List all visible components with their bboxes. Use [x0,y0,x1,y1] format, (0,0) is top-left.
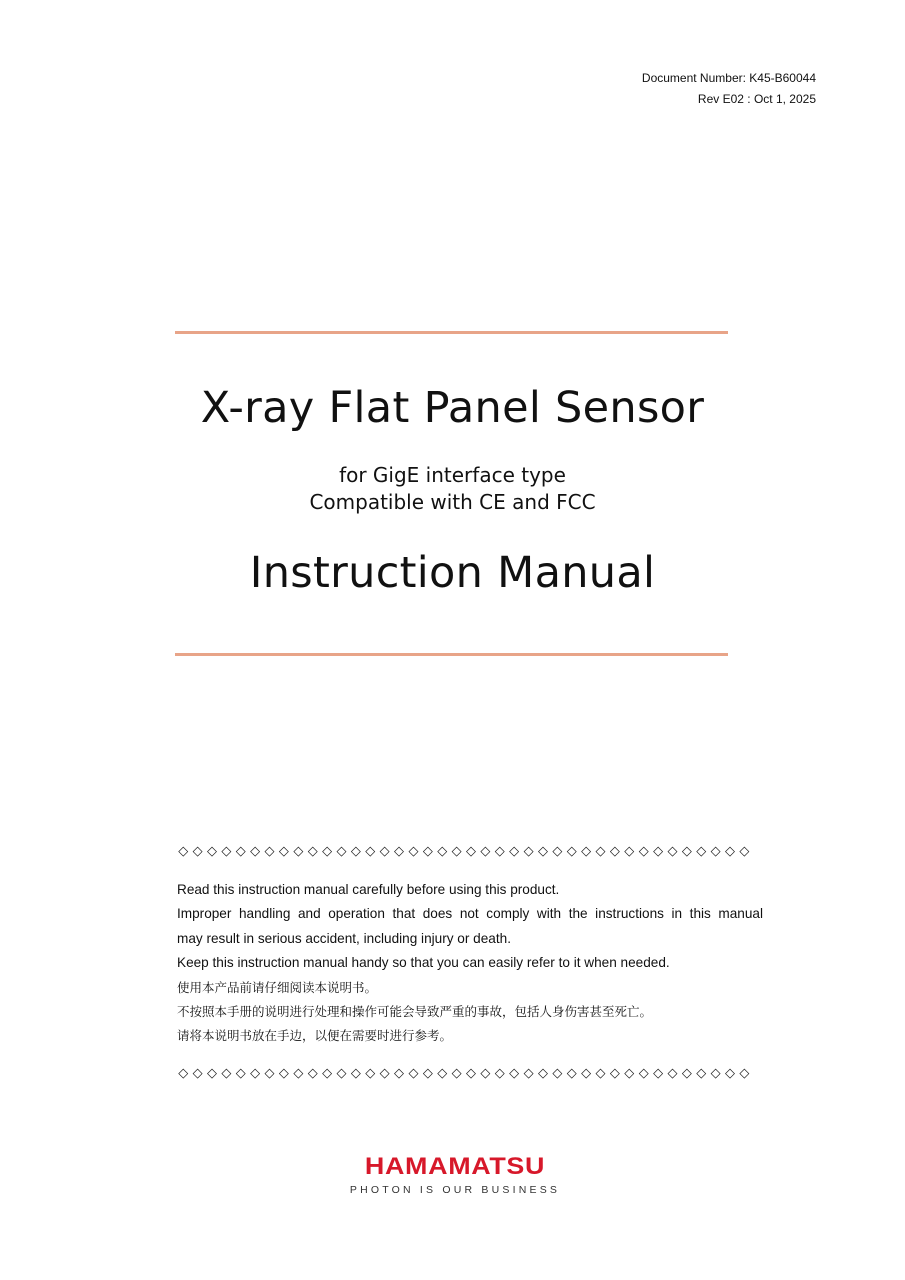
diamond-ornament-icon: ◇ [350,1066,361,1081]
diamond-ornament-icon: ◇ [365,1066,376,1081]
diamond-ornament-icon: ◇ [221,1066,232,1081]
diamond-ornament-icon: ◇ [206,844,217,859]
hamamatsu-logo [332,1154,578,1197]
diamond-ornament-icon: ◇ [480,844,491,859]
notice-cn-keep: 请将本说明书放在手边，以便在需要时进行参考。 [177,1028,453,1044]
diamond-ornament-icon: ◇ [451,844,462,859]
diamond-ornament-icon: ◇ [379,1066,390,1081]
diamond-ornament-icon: ◇ [494,1066,505,1081]
diamond-ornament-icon: ◇ [466,844,476,859]
diamond-ornament-icon: ◇ [264,844,275,859]
diamond-ornament-icon: ◇ [192,1066,203,1081]
safety-notice [177,878,763,1049]
diamond-ornament-icon: ◇ [566,1066,577,1081]
diamond-ornament-icon: ◇ [235,844,246,859]
document-revision: Rev E02 : Oct 1, 2025 [697,92,816,106]
diamond-ornament-icon: ◇ [235,1066,246,1081]
diamond-ornament-icon: ◇ [653,1066,664,1081]
diamond-ornament-icon: ◇ [307,844,318,859]
product-title: X-ray Flat Panel Sensor [200,383,705,433]
diamond-ornament-icon: ◇ [681,844,692,859]
diamond-ornament-icon: ◇ [322,1066,333,1081]
diamond-ornament-icon: ◇ [537,1066,548,1081]
subtitle-compliance: Compatible with CE and FCC [309,490,596,514]
diamond-ornament-icon: ◇ [667,1066,678,1081]
diamond-ornament-icon: ◇ [523,844,534,859]
diamond-ornament-icon: ◇ [595,844,606,859]
diamond-border-bottom [176,1066,756,1082]
diamond-ornament-icon: ◇ [696,844,707,859]
diamond-ornament-icon: ◇ [552,844,563,859]
diamond-ornament-icon: ◇ [624,1066,635,1081]
diamond-ornament-icon: ◇ [537,844,548,859]
diamond-ornament-icon: ◇ [250,1066,261,1081]
diamond-ornament-icon: ◇ [739,844,750,859]
diamond-ornament-icon: ◇ [278,844,289,859]
diamond-ornament-icon: ◇ [192,844,203,859]
notice-read-carefully: Read this instruction manual carefully before using this product. [177,882,560,897]
bottom-divider-rule [175,653,728,656]
diamond-ornament-icon: ◇ [696,1066,707,1081]
top-divider-rule [175,331,728,334]
diamond-ornament-icon: ◇ [206,1066,217,1081]
manual-title: Instruction Manual [249,548,656,598]
diamond-ornament-icon: ◇ [681,1066,692,1081]
diamond-ornament-icon: ◇ [221,844,232,859]
diamond-ornament-icon: ◇ [595,1066,606,1081]
diamond-border-top [176,844,756,860]
diamond-ornament-icon: ◇ [336,1066,347,1081]
diamond-ornament-icon: ◇ [466,1066,476,1081]
diamond-ornament-icon: ◇ [394,844,405,859]
diamond-ornament-icon: ◇ [739,1066,750,1081]
diamond-ornament-icon: ◇ [365,844,376,859]
logo-tagline: PHOTON IS OUR BUSINESS [349,1184,561,1196]
diamond-ornament-icon: ◇ [667,844,678,859]
diamond-ornament-icon: ◇ [379,844,390,859]
diamond-ornament-icon: ◇ [437,1066,448,1081]
diamond-ornament-icon: ◇ [250,844,261,859]
diamond-ornament-icon: ◇ [293,1066,304,1081]
logo-wordmark: HAMAMATSU [364,1153,546,1180]
diamond-ornament-icon: ◇ [725,1066,736,1081]
diamond-ornament-icon: ◇ [293,844,304,859]
diamond-ornament-icon: ◇ [322,844,333,859]
diamond-ornament-icon: ◇ [638,844,649,859]
diamond-ornament-icon: ◇ [523,1066,534,1081]
diamond-ornament-icon: ◇ [581,1066,592,1081]
diamond-ornament-icon: ◇ [264,1066,275,1081]
notice-cn-warning: 不按照本手册的说明进行处理和操作可能会导致严重的事故，包括人身伤害甚至死亡。 [177,1004,653,1020]
diamond-ornament-icon: ◇ [509,844,520,859]
diamond-ornament-icon: ◇ [350,844,361,859]
diamond-ornament-icon: ◇ [480,1066,491,1081]
diamond-ornament-icon: ◇ [278,1066,289,1081]
diamond-ornament-icon: ◇ [638,1066,649,1081]
diamond-ornament-icon: ◇ [609,844,620,859]
diamond-ornament-icon: ◇ [437,844,448,859]
diamond-ornament-icon: ◇ [422,844,433,859]
notice-improper-handling: Improper handling and operation that does not comply with the instructions in this manual [177,906,763,922]
diamond-ornament-icon: ◇ [566,844,577,859]
notice-cn-read: 使用本产品前请仔细阅读本说明书。 [177,979,378,995]
diamond-ornament-icon: ◇ [710,1066,721,1081]
diamond-ornament-icon: ◇ [710,844,721,859]
diamond-ornament-icon: ◇ [725,844,736,859]
diamond-ornament-icon: ◇ [653,844,664,859]
document-info [642,68,816,110]
subtitle-interface: for GigE interface type [339,463,566,487]
diamond-ornament-icon: ◇ [494,844,505,859]
diamond-ornament-icon: ◇ [178,1066,189,1081]
product-subtitle [0,462,905,516]
diamond-ornament-icon: ◇ [178,844,189,859]
diamond-ornament-icon: ◇ [609,1066,620,1081]
diamond-ornament-icon: ◇ [451,1066,462,1081]
notice-serious-accident: may result in serious accident, including injury or death. [177,930,511,946]
notice-keep-handy: Keep this instruction manual handy so that you can easily refer to it when needed. [177,955,670,971]
diamond-ornament-icon: ◇ [307,1066,318,1081]
diamond-ornament-icon: ◇ [394,1066,405,1081]
diamond-ornament-icon: ◇ [552,1066,563,1081]
diamond-ornament-icon: ◇ [581,844,592,859]
diamond-ornament-icon: ◇ [624,844,635,859]
diamond-ornament-icon: ◇ [509,1066,520,1081]
diamond-ornament-icon: ◇ [422,1066,433,1081]
diamond-ornament-icon: ◇ [336,844,347,859]
diamond-ornament-icon: ◇ [408,844,419,859]
document-number: Document Number: K45-B60044 [641,71,816,85]
diamond-ornament-icon: ◇ [408,1066,419,1081]
